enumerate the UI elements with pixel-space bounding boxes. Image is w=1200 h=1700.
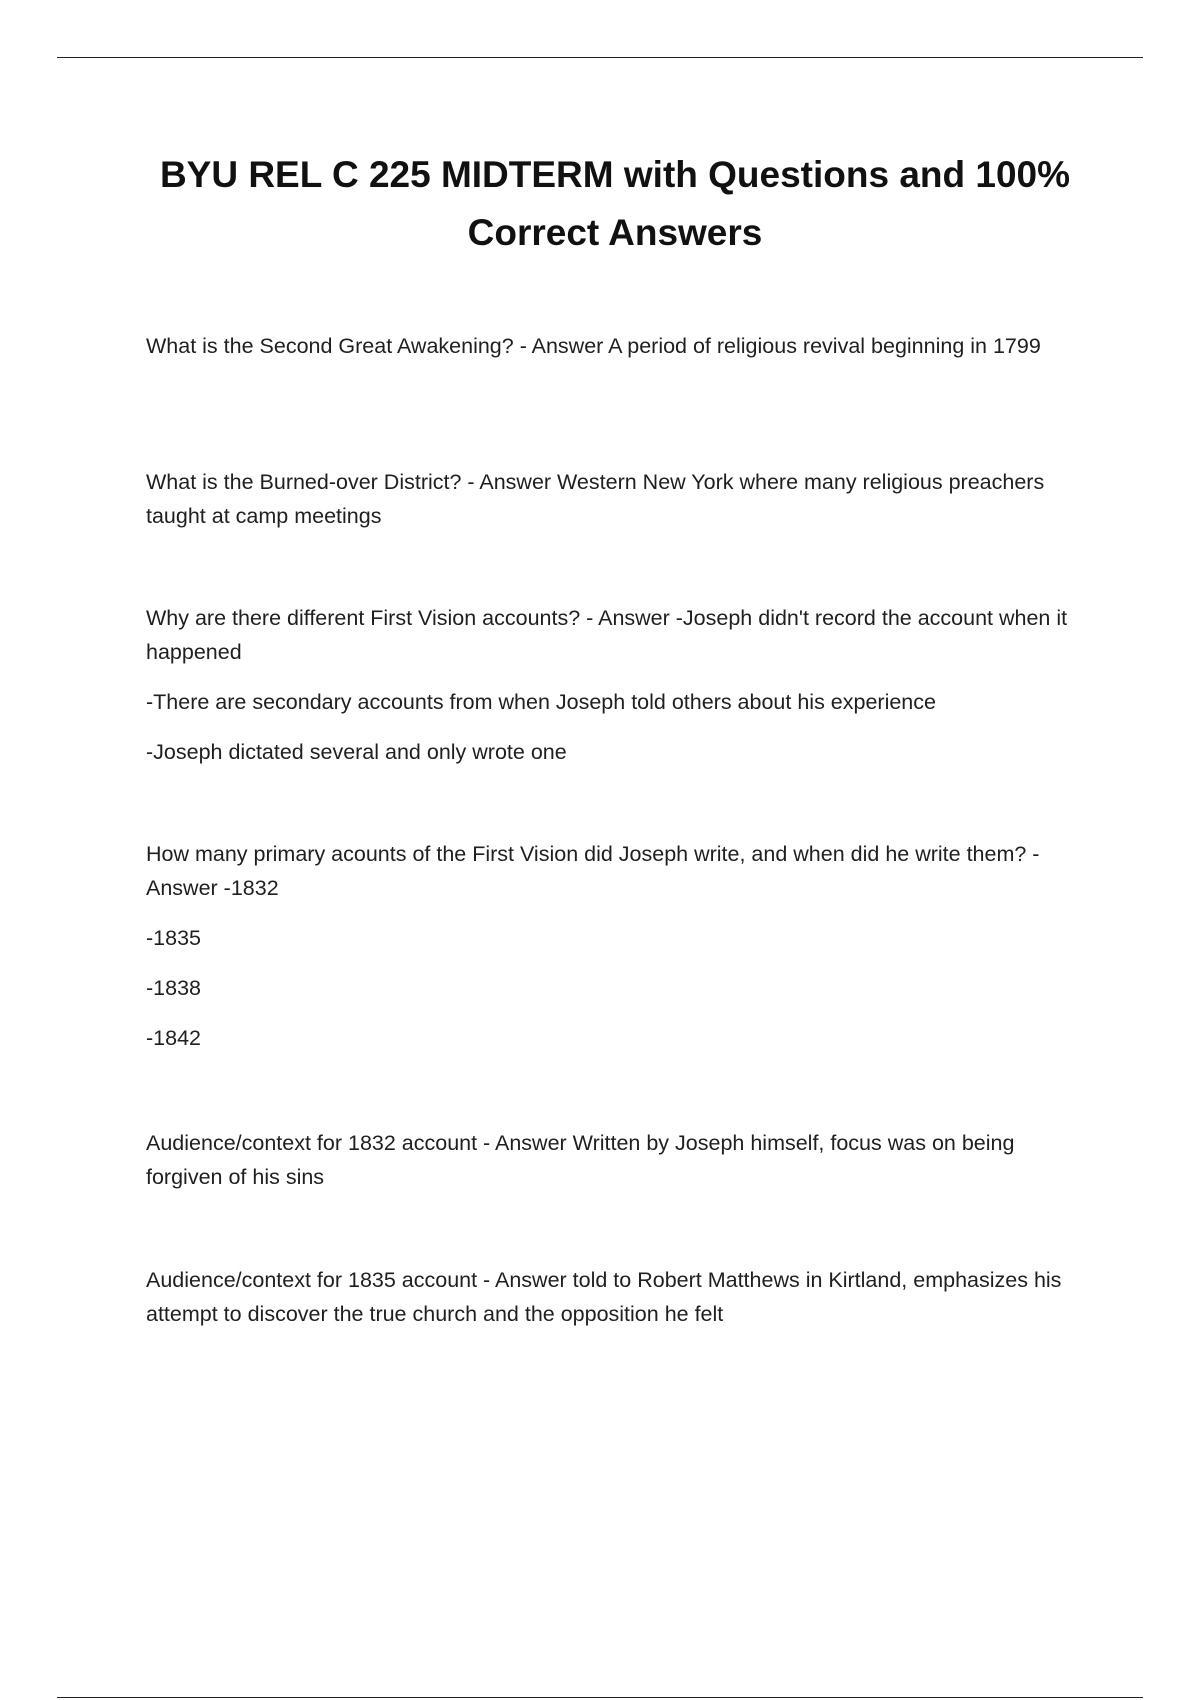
qa-answer-line: -1838 bbox=[146, 976, 201, 1000]
qa-item-primary-accounts bbox=[146, 837, 1096, 1055]
bottom-divider bbox=[57, 1697, 1143, 1698]
qa-text: What is the Second Great Awakening? - Answer A period of religious revival beginning in 1799 bbox=[146, 334, 1041, 358]
qa-text: What is the Burned-over District? - Answer Western New York where many religious preachers taught at camp meetings bbox=[146, 470, 1045, 528]
qa-item-first-vision-accounts bbox=[146, 601, 1096, 769]
document-title: BYU REL C 225 MIDTERM with Questions and 100% Correct Answers bbox=[159, 154, 1071, 253]
qa-item-second-great-awakening bbox=[146, 329, 1096, 363]
qa-item-burned-over-district bbox=[146, 465, 1096, 533]
qa-text: Why are there different First Vision accounts? - Answer -Joseph didn't record the account when it happened bbox=[146, 606, 1068, 664]
qa-item-1832-account bbox=[146, 1126, 1096, 1194]
qa-item-1835-account bbox=[146, 1263, 1096, 1331]
top-divider bbox=[57, 57, 1143, 58]
qa-answer-line: -1842 bbox=[146, 1026, 201, 1050]
qa-answer-line: -There are secondary accounts from when Joseph told others about his experience bbox=[146, 690, 936, 714]
qa-answer-line: -Joseph dictated several and only wrote one bbox=[146, 740, 567, 764]
qa-answer-line: -1835 bbox=[146, 926, 201, 950]
qa-text: Audience/context for 1832 account - Answer Written by Joseph himself, focus was on being forgiven of his sins bbox=[146, 1131, 1015, 1189]
qa-text: How many primary acounts of the First Vision did Joseph write, and when did he write them? - Answer -1832 bbox=[146, 842, 1040, 900]
qa-text: Audience/context for 1835 account - Answer told to Robert Matthews in Kirtland, emphasizes his attempt to discover the true church and the opposition he felt bbox=[146, 1268, 1062, 1326]
